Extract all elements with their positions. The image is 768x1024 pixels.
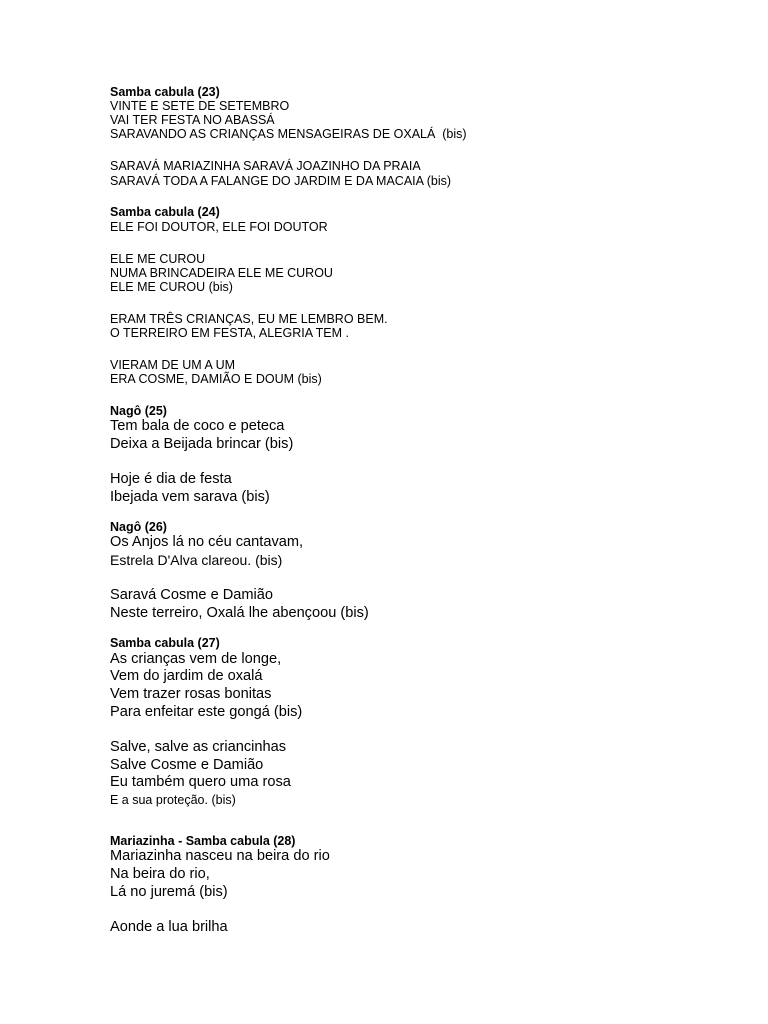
lyric-line: VIERAM DE UM A UM	[110, 358, 236, 372]
lyric-line: Neste terreiro, Oxalá lhe abençoou (bis)	[110, 605, 369, 621]
song-title: Mariazinha - Samba cabula (28)	[110, 834, 296, 848]
lyric-line: As crianças vem de longe,	[110, 651, 282, 667]
lyric-line: NUMA BRINCADEIRA ELE ME CUROU	[110, 266, 333, 280]
lyric-line: Hoje é dia de festa	[110, 471, 232, 487]
lyric-line: ELE ME CUROU (bis)	[110, 280, 233, 294]
lyric-line: O TERREIRO EM FESTA, ALEGRIA TEM .	[110, 326, 349, 340]
song-title: Nagô (26)	[110, 520, 167, 534]
lyric-line: Estrela D'Alva clareou. (bis)	[110, 552, 283, 568]
lyric-line: ELE ME CUROU	[110, 252, 206, 266]
song-title: Nagô (25)	[110, 404, 167, 418]
lyric-line: ERA COSME, DAMIÃO E DOUM (bis)	[110, 372, 322, 386]
lyric-line: Saravá Cosme e Damião	[110, 587, 274, 603]
lyric-line: Aonde a lua brilha	[110, 919, 228, 935]
lyric-line: SARAVÁ TODA A FALANGE DO JARDIM E DA MACAIA (bis)	[110, 174, 452, 188]
song-title: Samba cabula (24)	[110, 205, 220, 219]
lyric-line: Salve Cosme e Damião	[110, 757, 264, 773]
lyric-line: Deixa a Beijada brincar (bis)	[110, 436, 294, 452]
lyric-line: VAI TER FESTA NO ABASSÁ	[110, 113, 275, 127]
lyric-line: Os Anjos lá no céu cantavam,	[110, 534, 304, 550]
lyric-line: Eu também quero uma rosa	[110, 774, 291, 790]
lyric-line: ERAM TRÊS CRIANÇAS, EU ME LEMBRO BEM.	[110, 312, 388, 326]
lyric-line: SARAVÁ MARIAZINHA SARAVÁ JOAZINHO DA PRAIA	[110, 159, 421, 173]
lyric-line: E a sua proteção. (bis)	[110, 793, 236, 807]
song-title: Samba cabula (27)	[110, 636, 220, 650]
lyric-line: VINTE E SETE DE SETEMBRO	[110, 99, 290, 113]
lyric-line: Lá no juremá (bis)	[110, 884, 228, 900]
lyric-line: Vem trazer rosas bonitas	[110, 686, 272, 702]
lyric-line: Ibejada vem sarava (bis)	[110, 489, 270, 505]
lyric-line: Para enfeitar este gongá (bis)	[110, 704, 303, 720]
lyric-line: Tem bala de coco e peteca	[110, 418, 285, 434]
lyric-line: Salve, salve as criancinhas	[110, 739, 287, 755]
song-title: Samba cabula (23)	[110, 85, 220, 99]
lyric-line: ELE FOI DOUTOR, ELE FOI DOUTOR	[110, 220, 328, 234]
lyric-line: Na beira do rio,	[110, 866, 210, 882]
lyric-line: SARAVANDO AS CRIANÇAS MENSAGEIRAS DE OXALÁ (bis)	[110, 127, 467, 141]
lyric-line: Mariazinha nasceu na beira do rio	[110, 848, 330, 864]
lyric-line: Vem do jardim de oxalá	[110, 668, 263, 684]
